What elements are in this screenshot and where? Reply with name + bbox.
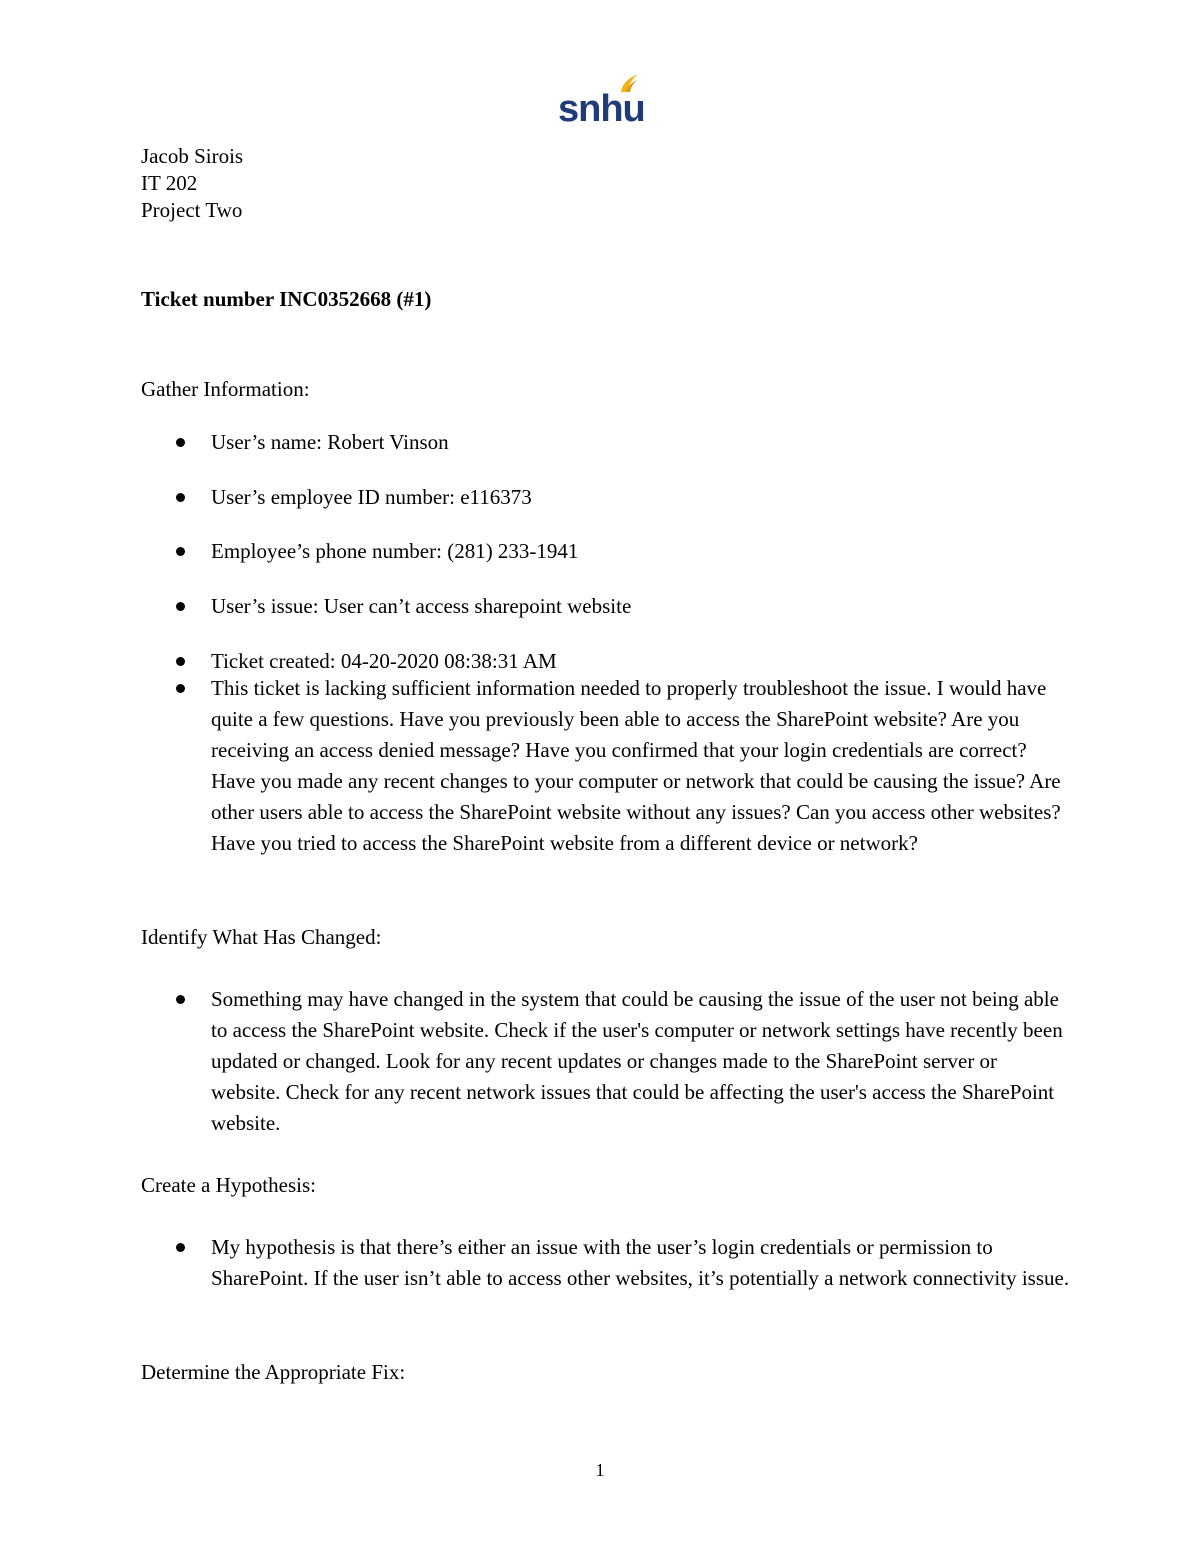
bullet-icon <box>176 438 185 447</box>
list-item-hypothesis: My hypothesis is that there’s either an issue with the user’s login credentials or permission to SharePoint. If the user isn’t able to access other websites, it’s potentially a network connectivity issue. <box>211 1235 1070 1290</box>
snhu-logo <box>558 72 645 132</box>
logo-wordmark: snhu <box>558 88 645 130</box>
section-heading-gather: Gather Information: <box>141 377 310 401</box>
list-item-employee-id: User’s employee ID number: e116373 <box>211 485 532 509</box>
list-item-issue: User’s issue: User can’t access sharepoint website <box>211 594 632 618</box>
list-item-questions: This ticket is lacking sufficient information needed to properly troubleshoot the issue. I would have quite a few questions. Have you previously been able to access the SharePoint website? Are you receiving an access denied message? Have you confirmed that your login credentials are correct? Have you made any recent changes to your computer or network that could be causing the issue? Are other users able to access the SharePoint website without any issues? Can you access other websites? Have you tried to access the SharePoint website from a different device or network? <box>211 676 1061 855</box>
list-item-phone: Employee’s phone number: (281) 233-1941 <box>211 539 579 563</box>
course-code: IT 202 <box>141 171 198 195</box>
bullet-icon <box>176 1243 185 1252</box>
section-heading-hypothesis: Create a Hypothesis: <box>141 1173 316 1197</box>
bullet-icon <box>176 493 185 502</box>
assignment-title: Project Two <box>141 198 243 222</box>
list-item-changes: Something may have changed in the system that could be causing the issue of the user not being able to access the SharePoint website. Check if the user's computer or network settings have recently been updated or changed. Look for any recent updates or changes made to the SharePoint server or website. Check for any recent network issues that could be affecting the user's access the SharePoint website. <box>211 987 1063 1135</box>
bullet-icon <box>176 547 185 556</box>
ticket-title: Ticket number INC0352668 (#1) <box>141 287 432 311</box>
page-number: 1 <box>595 1460 605 1480</box>
bullet-icon <box>176 684 185 693</box>
bullet-icon <box>176 602 185 611</box>
list-item-ticket-created: Ticket created: 04-20-2020 08:38:31 AM <box>211 649 557 673</box>
list-item-user-name: User’s name: Robert Vinson <box>211 430 449 454</box>
bullet-icon <box>176 995 185 1004</box>
author-name: Jacob Sirois <box>141 144 244 168</box>
bullet-icon <box>176 657 185 666</box>
section-heading-fix: Determine the Appropriate Fix: <box>141 1360 406 1384</box>
section-heading-identify: Identify What Has Changed: <box>141 925 382 949</box>
